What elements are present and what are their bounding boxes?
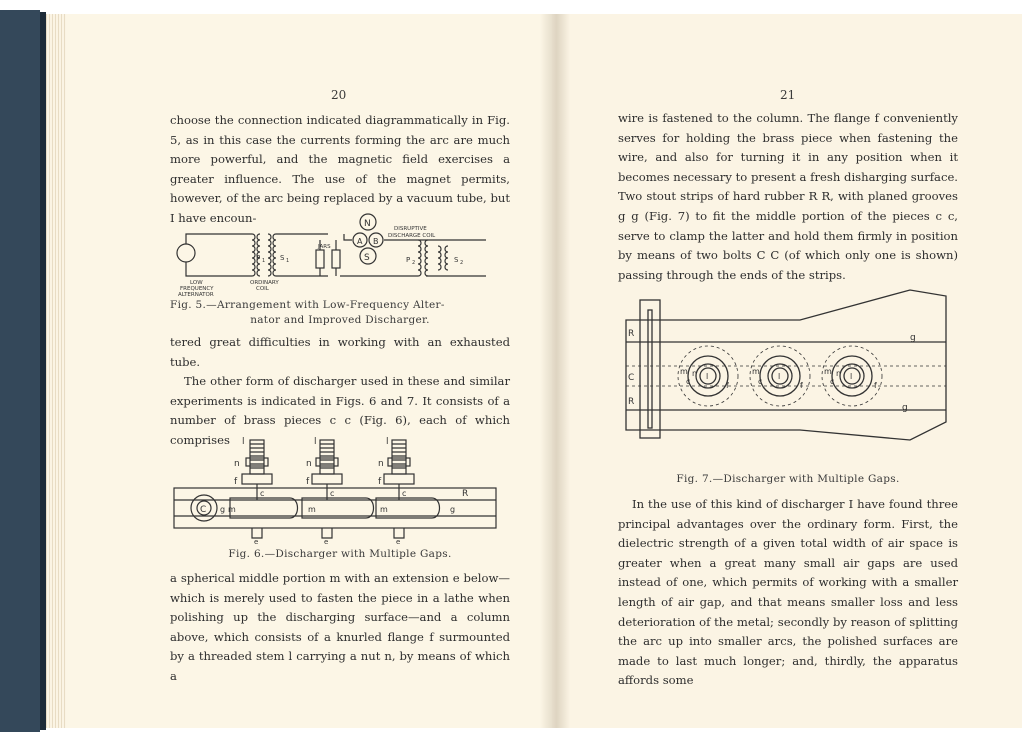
fig6-label-c3: c [402,489,407,498]
fig5-label-s2-sub: 2 [460,260,464,266]
left-para-4 [170,569,510,687]
left-para-2-text: tered great difficulties in working with an exhausted tube. [170,335,510,369]
fig5-label-p1-sub: 1 [262,258,266,264]
fig7-label-R-top: R [628,329,635,339]
fig6-label-e1: e [254,538,259,544]
fig6-label-m3: m [380,505,388,514]
fig7-label-f2: f [800,381,803,390]
fig6-label-c2: c [330,489,335,498]
fig6-caption: Fig. 6.—Discharger with Multiple Gaps. [228,548,452,560]
fig6-label-e2: e [324,538,329,544]
fig5-label-s1: S [280,254,285,262]
book-spine [0,10,40,732]
fig7-label-l3: l [850,372,853,381]
fig6-label-g1: g [220,505,226,514]
fig6-label-m1: m [228,505,236,514]
fig7-label-g-top: g [910,333,916,343]
fig5-label-a: A [357,237,363,246]
fig5-label-alternator: ALTERNATOR [178,292,214,298]
fig7-label-n3: n [836,369,842,378]
left-para-4-text: a spherical middle portion m with an extension e below—which is merely used to fasten the piece in a lathe when polishing up the discharging surface—and a column above, which consists of a knurled flange f surmounted by a threaded stem l carrying a nut n, by means of which a [170,571,510,683]
fig7-label-C: C [628,373,635,383]
fig5-label-jars: JARS [318,244,331,250]
fig6-label-f3: f [378,477,382,487]
fig6-label-n2: n [306,459,312,469]
fig6-label-g2: g [450,505,456,514]
fig5-label-ordinary: ORDINARY [250,280,279,286]
fig5-caption-line2: nator and Improved Discharger. [250,314,430,326]
right-para-2-text: In the use of this kind of discharger I have found three principal advantages over the ordinary form. First, the dielectric strength of a given total width of air space is greater when a great many small air gaps are used instead of one, which permits of working with a smaller length of air gap, and that means smaller loss and less deterioration of the metal; secondly by reason of splitting the arc up into smaller arcs, the polished surfaces are made to last much longer; and, thirdly, the apparatus affords some [618,497,958,688]
right-para-1-text: wire is fastened to the column. The flange f conveniently serves for holding the brass piece when fastening the wire, and also for turning it in any position when it becomes necessary to present a fresh disharging surface. Two stout strips of hard rubber R R, with planed grooves g g (Fig. 7) to fit the middle portion of the pieces c c, serve to clamp the latter and hold them firmly in position by means of two bolts C C (of which only one is shown) passing through the ends of the strips. [618,111,958,282]
fig5-label-coil: COIL [256,286,269,292]
fig5-label-low: LOW [190,280,203,286]
fig6-label-f1: f [234,477,238,487]
fig5-label-frequency: FREQUENCY [180,286,214,292]
left-page-number: 20 [331,88,347,102]
left-para-3-text: The other form of discharger used in these and similar experiments is indicated in Figs. 6 and 7. It consists of a number of brass pieces c c (Fig. 6), each of which comprises [170,374,510,447]
fig7-label-m3: m [824,367,832,376]
figure-6-diagram [170,432,502,544]
fig7-label-l2: l [778,372,781,381]
fig5-label-b: B [373,237,379,246]
fig7-caption: Fig. 7.—Discharger with Multiple Gaps. [676,473,900,485]
fig6-label-n1: n [234,459,240,469]
fig5-caption [170,298,510,328]
book-gutter [540,14,570,728]
fig7-label-f3: f [874,381,877,390]
fig7-label-m2: m [752,367,760,376]
fig7-label-l1: l [706,372,709,381]
alternator-symbol [177,244,195,262]
fig6-label-l3: l [386,437,389,447]
fig7-label-c2: c [758,377,763,386]
figure-5-diagram [176,210,496,300]
fig5-caption-line1: Fig. 5.—Arrangement with Low-Frequency Alter- [170,299,445,311]
fig7-label-c3: c [830,377,835,386]
left-para-1-text: choose the connection indicated diagrammatically in Fig. 5, as in this case the currents forming the arc are much more powerful, and the magnetic field exercises a greater influence. The use of the magnet permits, however, of the arc being replaced by a vacuum tube, but I have encoun- [170,113,510,225]
fig6-label-l1: l [242,437,245,447]
fig5-label-n: N [364,219,371,229]
page-edges [46,14,66,728]
fig5-label-s: S [364,253,370,263]
fig5-label-p2: P [406,256,411,264]
fig6-label-n3: n [378,459,384,469]
fig7-label-m1: m [680,367,688,376]
fig6-label-e3: e [396,538,401,544]
fig5-label-disruptive: DISRUPTIVE [394,226,427,232]
fig5-label-discharge-coil: DISCHARGE COIL [388,233,436,239]
right-para-1 [618,109,958,285]
fig7-label-R-bottom: R [628,397,635,407]
fig6-label-c1: c [260,489,265,498]
figure-7-diagram [620,280,950,465]
fig7-label-c1: c [686,377,691,386]
fig7-label-n1: n [692,369,698,378]
fig7-label-g-bottom: g [902,403,908,413]
fig6-label-f2: f [306,477,310,487]
fig5-label-p1: P [256,254,261,262]
fig5-label-s1-sub: 1 [286,258,290,264]
fig6-label-C: C [200,505,207,515]
right-para-2 [618,495,958,691]
fig5-label-p2-sub: 2 [412,260,416,266]
right-page-number: 21 [780,88,796,102]
fig5-label-s2: S [454,256,459,264]
fig6-label-R: R [462,489,469,499]
fig6-label-m2: m [308,505,316,514]
fig7-label-f1: f [726,381,729,390]
fig6-label-l2: l [314,437,317,447]
